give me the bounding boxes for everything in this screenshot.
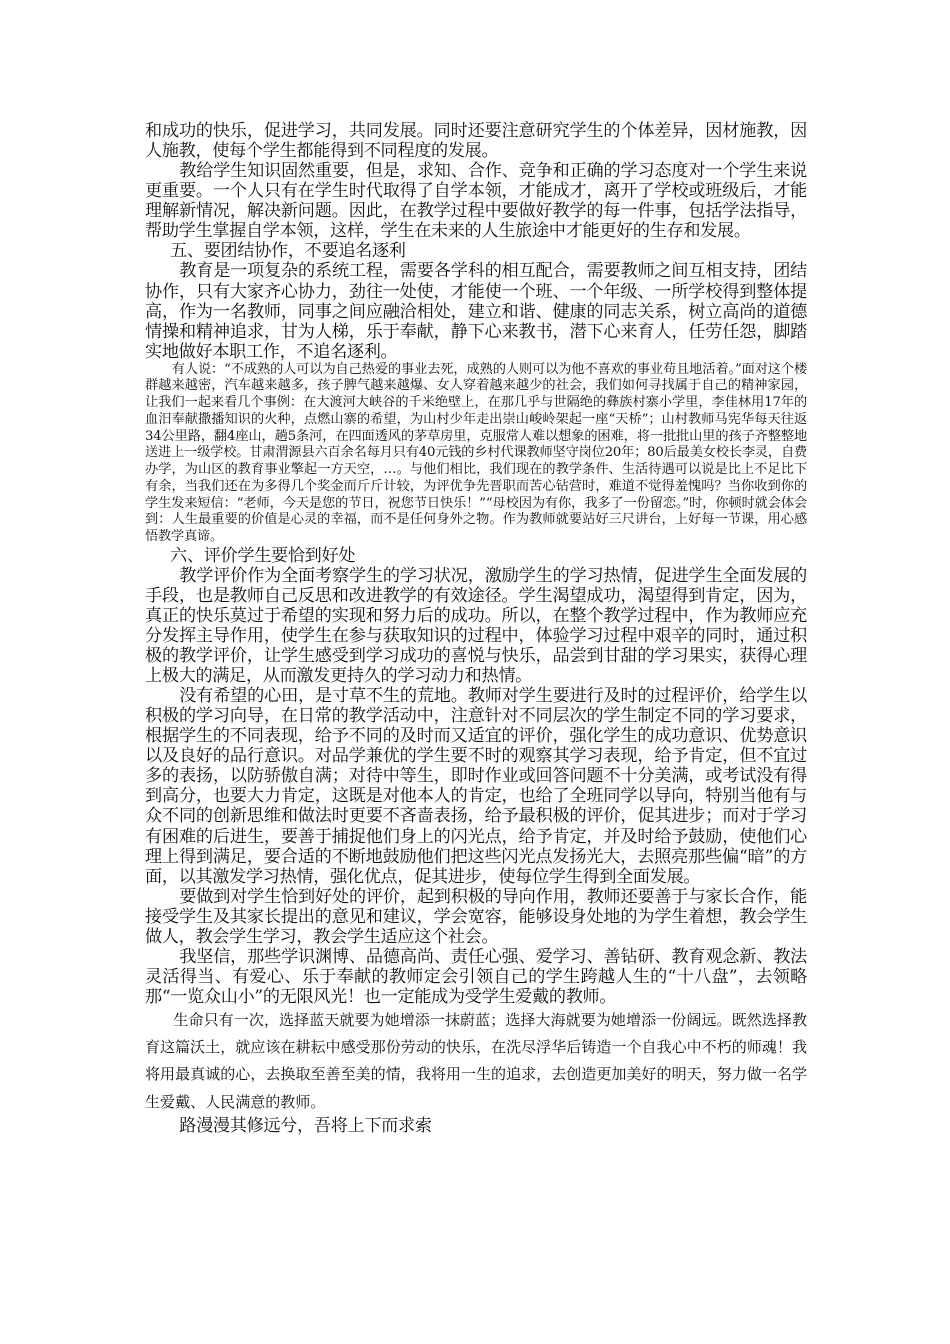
paragraph-6: 没有希望的心田，是寸草不生的荒地。教师对学生要进行及时的过程评价，给学生以积极的学习向导，在日常的教学活动中，注意针对不同层次的学生制定不同的学习要求，根据学生的不同表现，给予不同的及时而又适宜的评价，强化学生的成功意识、优势意识以及良好的品行意识。对品学兼优的学生要不时的观察其学习表现，给予肯定，但不宜过多的表扬，以防骄傲自满；对待中等生，即时作业或回答问题不十分美满，或考试没有得到高分，也要大力肯定，这既是对他本人的肯定，也给了全班同学以导向，特别当他有与众不同的创新思维和做法时更要不吝啬表扬，给予最积极的评价，促其进步；而对于学习有困难的后进生，要善于捕捉他们身上的闪光点，给予肯定，并及时给予鼓励，使他们心理上得到满足，要合适的不断地鼓励他们把这些闪光点发扬光大，去照亮那些偏“暗”的方面，以其激发学习热情，强化优点，促其进步，使每位学生得到全面发展。 <box>145 686 807 887</box>
paragraph-8: 我坚信，那些学识渊博、品德高尚、责任心强、爱学习、善钻研、教育观念新、教法灵活得当、有爱心、乐于奉献的教师定会引领自己的学生跨越人生的“十八盘”，去领略那“一览众山小”的无限风光！也一定能成为受学生爱戴的教师。 <box>145 946 807 1008</box>
paragraph-4: 有人说：“不成熟的人可以为自己热爱的事业去死，成熟的人则可以为他不喜欢的事业苟且地活着。”面对这个楼群越来越密，汽车越来越多，孩子脾气越来越爆、女人穿着越来越少的社会，我们如何寻找属于自己的精神家园，让我们一起来看几个事例：在大渡河大峡谷的千米绝壁上，在那几乎与世隔绝的彝族村寨小学里，李佳林用17年的血汨奉献撒播知识的火种，点燃山寨的希望，为山村少年走出崇山峻岭架起一座“天桥”；山村教师马宪华每天往返34公里路，翻4座山，趟5条河，在四面透风的茅草房里，克服常人难以想象的困难，将一批批山里的孩子齐整整地送进上一级学校。甘肃渭源县六百余名每月只有40元钱的乡村代课教师坚守岗位20年；80后最美女校长李灵，自费办学，为山区的教育事业擎起一方天空，…。与他们相比，我们现在的教学条件、生活待遇可以说是比上不足比下有余，当我们还在为多得几个奖金而斤斤计较，为评优争先晋职而苦心钻营时，难道不觉得羞愧吗？当你收到你的学生发来短信：“老师，今天是您的节日，祝您节日快乐！”“母校因为有你，我多了一份留恋。”时，你顿时就会体会到：人生最重要的价值是心灵的幸福，而不是任何身外之物。作为教师就要站好三尺讲台，上好每一节课，用心感悟教学真谛。 <box>145 361 807 544</box>
paragraph-9: 生命只有一次，选择蓝天就要为她增添一抹蔚蓝；选择大海就要为她增添一份阔远。既然选择教育这篇沃土，就应该在耕耘中感受那份劳动的快乐，在洗尽浮华后铸造一个自我心中不朽的师魂！我将用最真诚的心，去换取至善至美的情，我将用一生的追求，去创造更加美好的明天，努力做一名学生爱戴、人民满意的教师。 <box>145 1011 807 1111</box>
paragraph-7: 要做到对学生恰到好处的评价，起到积极的导向作用，教师还要善于与家长合作，能接受学生及其家长提出的意见和建议，学会宽容，能够设身处地的为学生着想，教会学生做人，教会学生学习，教会学生适应这个社会。 <box>145 886 807 947</box>
paragraph-3: 教育是一项复杂的系统工程，需要各学科的相互配合，需要教师之间互相支持，团结协作，只有大家齐心协力，劲往一处使，才能使一个班、一个年级、一所学校得到整体提高，作为一名教师，同事之间应融洽相处，建立和谐、健康的同志关系，树立高尚的道德情操和精神追求，甘为人梯，乐于奉献，静下心来教书，潜下心来育人，任劳任怨，脚踏实地做好本职工作，不追名逐利。 <box>145 261 807 362</box>
paragraph-1: 和成功的快乐，促进学习，共同发展。同时还要注意研究学生的个体差异，因材施教，因人施教，使每个学生都能得到不同程度的发展。 <box>145 121 807 162</box>
section-heading-5: 五、要团结协作，不要追名逐利 <box>170 241 406 262</box>
closing-line: 路漫漫其修远兮，吾将上下而求索 <box>179 1115 432 1136</box>
paragraph-2: 教给学生知识固然重要，但是，求知、合作、竞争和正确的学习态度对一个学生来说更重要。一个人只有在学生时代取得了自学本领，才能成才，离开了学校或班级后，才能理解新情况，解决新问题。因此，在教学过程中要做好教学的每一件事，包括学法指导，帮助学生掌握自学本领，这样，学生在未来的人生旅途中才能更好的生存和发展。 <box>145 161 807 242</box>
paragraph-5: 教学评价作为全面考察学生的学习状况，激励学生的学习热情，促进学生全面发展的手段，也是教师自己反思和改进教学的有效途径。学生渴望成功，渴望得到肯定，因为，真正的快乐莫过于希望的实现和努力后的成功。所以，在整个教学过程中，作为教师应充分发挥主导作用，使学生在参与获取知识的过程中，体验学习过程中艰辛的同时，通过积极的教学评价，让学生感受到学习成功的喜悦与快乐，品尝到甘甜的学习果实，获得心理上极大的满足，从而激发更持久的学习动力和热情。 <box>145 565 807 687</box>
section-heading-6: 六、评价学生要恰到好处 <box>170 545 356 566</box>
